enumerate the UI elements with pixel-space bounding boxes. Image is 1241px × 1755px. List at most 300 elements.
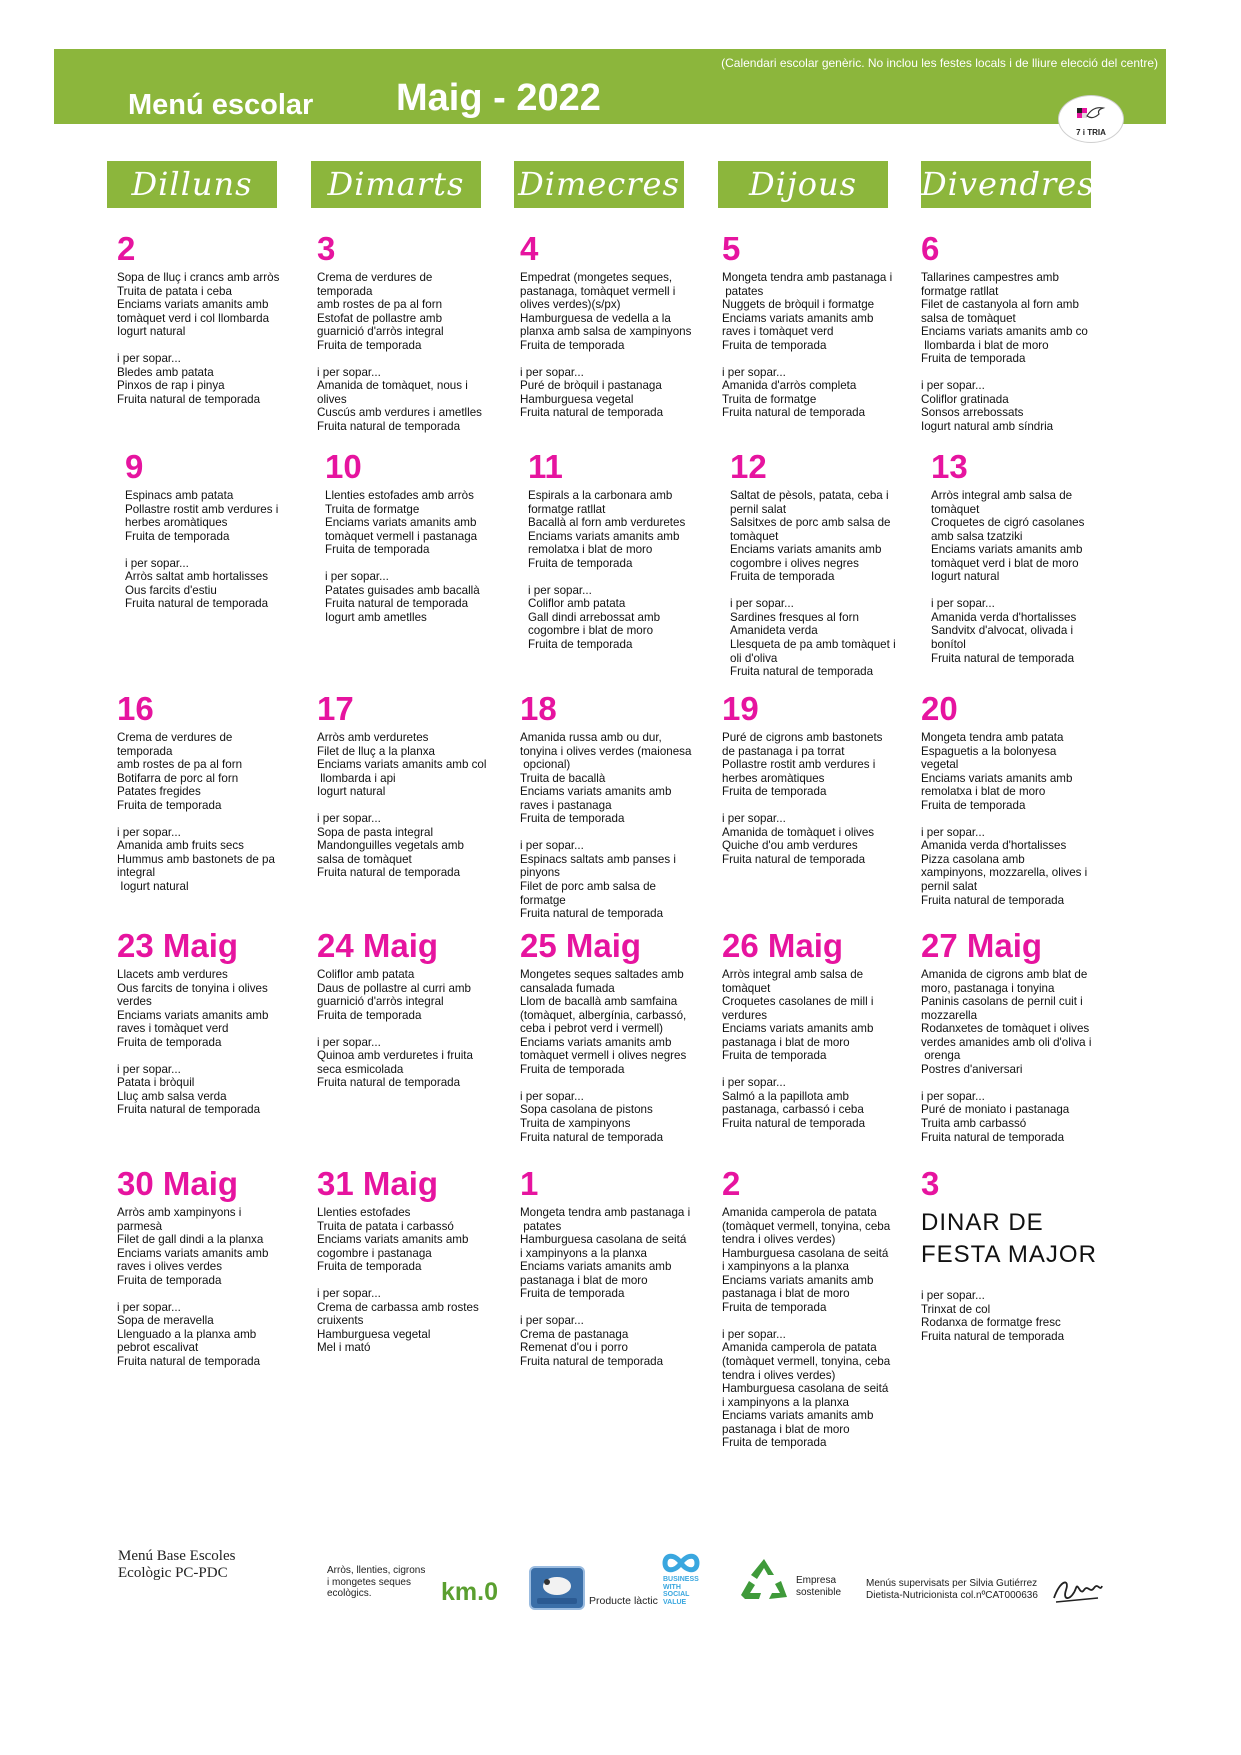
day-cell: [125, 448, 319, 611]
day-cell: [722, 927, 916, 1131]
menu-item: integral: [117, 866, 156, 880]
menu-item: Fruita de temporada: [325, 543, 430, 557]
menu-spacer: [520, 352, 714, 366]
day-cell: [528, 448, 722, 652]
menu-item: Nuggets de bròquil i formatge: [722, 298, 875, 312]
menu-item: temporada: [117, 744, 173, 758]
menu-item: verdes: [117, 995, 152, 1009]
menu-item: tendra i olives verdes): [722, 1233, 836, 1247]
menu-item: tendra i olives verdes): [722, 1368, 836, 1382]
bird-icon: [1075, 102, 1107, 126]
menu-item: olives: [317, 392, 347, 406]
menu-spacer: [722, 1314, 916, 1328]
menu-item: Fruita natural de temporada: [117, 1355, 261, 1369]
day-cell: [931, 448, 1125, 665]
menu-item: Estofat de pollastre amb: [317, 311, 443, 325]
day-cell: [921, 690, 1115, 907]
menu-item: (tomàquet, albergínia, carbassó,: [520, 1008, 687, 1022]
menu-item: mozzarella: [921, 1008, 978, 1022]
menu-spacer: [520, 826, 714, 840]
eco-line: ecològics.: [327, 1588, 372, 1599]
menu-item: Enciams variats amanits amb: [520, 1260, 672, 1274]
menu-item: Fruita natural de temporada: [722, 852, 866, 866]
menu-item: Enciams variats amanits amb: [520, 1035, 672, 1049]
menu-item: Bacallà al forn amb verduretes: [528, 516, 686, 530]
menu-item: Bledes amb patata: [117, 365, 214, 379]
menu-item: Enciams variats amanits amb co: [921, 325, 1088, 339]
eco-line: Arròs, llenties, cigrons: [327, 1565, 426, 1576]
menu-item: Fruita natural de temporada: [931, 651, 1075, 665]
day-number: 27 Maig: [921, 927, 1043, 964]
menu-item: patates: [520, 1219, 562, 1233]
menu-item: Filet de gall dindi a la planxa: [117, 1233, 264, 1247]
menu-item: Iogurt natural: [117, 325, 186, 339]
menu-item: Pollastre rostit amb verdures i: [125, 502, 279, 516]
menu-spacer: [117, 812, 311, 826]
menu-item: Fruita de temporada: [528, 638, 633, 652]
menu-item: Croquetes casolanes de mill i: [722, 995, 874, 1009]
menu-item: Fruita de temporada: [520, 1287, 625, 1301]
dinner-heading: i per sopar...: [317, 365, 381, 379]
menu-item: Quiche d'ou amb verdures: [722, 839, 858, 853]
dinner-heading: i per sopar...: [921, 825, 985, 839]
menu-spacer: [722, 799, 916, 813]
menu-item: Truita de patata i carbassó: [317, 1219, 454, 1233]
menu-item: llombarda i api: [317, 771, 396, 785]
menu-spacer: [921, 812, 1115, 826]
menu-spacer: [722, 352, 916, 366]
menu-item: Sandvitx d'alvocat, olivada i: [931, 624, 1074, 638]
business-line: BUSINESS: [663, 1576, 699, 1583]
menu-spacer: [317, 799, 511, 813]
menu-item: Fruita natural de temporada: [520, 406, 664, 420]
menu-item: raves i tomàquet verd: [117, 1022, 229, 1036]
day-number: 10: [325, 448, 362, 485]
menu-item: Amanida camperola de patata: [722, 1206, 877, 1219]
menu-item: Arròs integral amb salsa de: [722, 968, 864, 981]
menu-item: Paninis casolans de pernil cuit i: [921, 995, 1083, 1009]
menu-item: Croquetes de cigró casolanes: [931, 516, 1085, 530]
menu-item: herbes aromàtiques: [722, 771, 825, 785]
menu-item: Enciams variats amanits amb: [528, 529, 680, 543]
menu-item: Crema de carbassa amb rostes: [317, 1300, 479, 1314]
menu-item: Fruita de temporada: [722, 1300, 827, 1314]
menu-item: Salsitxes de porc amb salsa de: [730, 516, 891, 530]
day-cell: [317, 1165, 511, 1355]
special-event-line: DINAR DE: [921, 1209, 1044, 1236]
menu-item: Quinoa amb verduretes i fruita: [317, 1049, 473, 1063]
menu-item: Iogurt natural: [117, 880, 189, 894]
day-cell: [722, 230, 916, 420]
day-cell: [921, 1165, 1115, 1343]
menu-item: Enciams variats amanits amb: [730, 543, 882, 557]
day-cell: [117, 1165, 311, 1369]
day-number: 30 Maig: [117, 1165, 239, 1202]
menu-item: Mongeta tendra amb patata: [921, 731, 1064, 744]
company-line: sostenible: [796, 1586, 842, 1598]
menu-item: Enciams variats amanits amb: [520, 785, 672, 799]
day-number: 25 Maig: [520, 927, 642, 964]
menu-item: Truita de patata i ceba: [117, 284, 232, 298]
menu-item: Botifarra de porc al forn: [117, 771, 239, 785]
menu-item: (tomàquet vermell, tonyina, ceba: [722, 1219, 891, 1233]
menu-item: Fruita de temporada: [317, 1260, 422, 1274]
menu-item: raves i pastanaga: [520, 798, 612, 812]
menu-item: Mandonguilles vegetals amb: [317, 839, 464, 853]
menu-item: Pollastre rostit amb verdures i: [722, 758, 876, 772]
menu-item: Sonsos arrebossats: [921, 406, 1024, 420]
menu-item: Coliflor amb patata: [317, 968, 415, 981]
weekday-thursday: Dijous: [718, 161, 888, 208]
menu-item: verdures: [722, 1008, 768, 1022]
menu-item: Mongeta tendra amb pastanaga i: [520, 1206, 691, 1219]
menu-item: bonítol: [931, 638, 966, 652]
menu-item: Pinxos de rap i pinya: [117, 379, 225, 393]
day-number: 24 Maig: [317, 927, 439, 964]
business-line: VALUE: [663, 1598, 687, 1606]
menu-item: pernil salat: [921, 880, 978, 894]
menu-item: amb rostes de pa al forn: [317, 298, 443, 312]
dinner-heading: i per sopar...: [520, 839, 584, 853]
menu-item: i xampinyons a la planxa: [722, 1395, 849, 1409]
menu-item: Hamburguesa casolana de seitá: [722, 1382, 889, 1396]
calendar-note: (Calendari escolar genèric. No inclou les festes locals i de lliure elecció del centre): [721, 56, 1158, 70]
menu-item: Fruita de temporada: [125, 529, 230, 543]
menu-item: tonyina i olives verdes (maionesa: [520, 744, 692, 758]
menu-item: pebrot escalivat: [117, 1341, 199, 1355]
menu-item: Iogurt natural amb síndria: [921, 420, 1054, 434]
menu-item: Fruita de temporada: [528, 556, 633, 570]
menu-item: Fruita natural de temporada: [317, 1076, 461, 1090]
business-line: SOCIAL: [663, 1591, 690, 1598]
dinner-heading: i per sopar...: [317, 1287, 381, 1301]
menu-item: salsa de tomàquet: [317, 852, 412, 866]
dinner-heading: i per sopar...: [528, 583, 592, 597]
menu-item: Llesqueta de pa amb tomàquet i: [730, 638, 896, 652]
menu-item: Fruita de temporada: [730, 570, 835, 584]
day-cell: [921, 927, 1115, 1144]
menu-item: Fruita natural de temporada: [722, 406, 866, 420]
menu-item: Espaguetis a la bolonyesa: [921, 744, 1057, 758]
day-cell: [722, 690, 916, 866]
special-event-label: [921, 1207, 1115, 1271]
cow-icon: [531, 1568, 583, 1608]
day-cell: [117, 230, 311, 406]
menu-item: Truita de formatge: [722, 392, 817, 406]
menu-item: Puré de cigrons amb bastonets: [722, 731, 883, 744]
menu-item: i xampinyons a la planxa: [520, 1246, 647, 1260]
menu-item: Truita de formatge: [325, 502, 420, 516]
dinner-heading: i per sopar...: [722, 812, 786, 826]
menu-item: Fruita de temporada: [921, 352, 1026, 366]
menu-item: Arròs integral amb salsa de: [931, 489, 1073, 502]
menu-item: herbes aromàtiques: [125, 516, 228, 530]
menu-item: Llenties estofades: [317, 1206, 411, 1219]
menu-item: moro, pastanaga i tonyina: [921, 981, 1055, 995]
day-number: 11: [528, 448, 563, 485]
km0-logo: [441, 1578, 498, 1607]
day-cell: [520, 927, 714, 1144]
menu-item: Amanida verda d'hortalisses: [921, 839, 1067, 853]
menu-item: Llenties estofades amb arròs: [325, 489, 474, 502]
menu-spacer: [317, 1274, 511, 1288]
dairy-seal-icon: [529, 1566, 585, 1610]
menu-item: Ous farcits d'estiu: [125, 583, 217, 597]
menu-item: Fruita natural de temporada: [921, 893, 1065, 907]
month-title: Maig - 2022: [396, 77, 601, 119]
menu-item: Amanida de tomàquet i olives: [722, 825, 875, 839]
day-number: 18: [520, 690, 557, 727]
dinner-heading: i per sopar...: [117, 1062, 181, 1076]
menu-item: tomàquet vermell i olives negres: [520, 1049, 687, 1063]
menu-item: Fruita de temporada: [520, 812, 625, 826]
day-number: 23 Maig: [117, 927, 239, 964]
menu-item: Enciams variats amanits amb: [722, 1409, 874, 1423]
menu-item: Gall dindi arrebossat amb: [528, 610, 661, 624]
menu-item: Enciams variats amanits amb: [722, 1273, 874, 1287]
dinner-heading: i per sopar...: [117, 1300, 181, 1314]
menu-spacer: [520, 1076, 714, 1090]
menu-spacer: [325, 557, 519, 571]
supervised-line: Dietista-Nutricionista col.nºCAT000636: [866, 1589, 1038, 1601]
menu-item: Coliflor gratinada: [921, 392, 1009, 406]
dinner-heading: i per sopar...: [317, 1035, 381, 1049]
day-number: 31 Maig: [317, 1165, 439, 1202]
menu-item: Llom de bacallà amb samfaina: [520, 995, 678, 1009]
menu-item: cogombre i olives negres: [730, 556, 859, 570]
menu-item: Fruita natural de temporada: [117, 392, 261, 406]
menu-item: Filet de porc amb salsa de: [520, 880, 656, 894]
menu-item: guarnició d'arròs integral: [317, 995, 444, 1009]
menu-item: Rodanxetes de tomàquet i olives: [921, 1022, 1090, 1036]
business-line: WITH: [663, 1583, 681, 1591]
footer-eco-text: [327, 1565, 425, 1600]
menu-item: Arròs amb verduretes: [317, 731, 429, 744]
menu-item: Fruita de temporada: [317, 1008, 422, 1022]
menu-item: remolatxa i blat de moro: [528, 543, 653, 557]
menu-item: Enciams variats amanits amb: [117, 1008, 269, 1022]
day-cell: [520, 690, 714, 921]
menu-item: cogombre i blat de moro: [528, 624, 654, 638]
day-cell: [117, 690, 311, 894]
weekday-friday: Divendres: [921, 161, 1091, 208]
dinner-heading: i per sopar...: [125, 556, 189, 570]
menu-item: pinyons: [520, 866, 560, 880]
menu-item: Enciams variats amanits amb: [931, 543, 1083, 557]
dinner-heading: i per sopar...: [117, 352, 181, 366]
weekday-tuesday: Dimarts: [311, 161, 481, 208]
menu-item: Truita de bacallà: [520, 771, 606, 785]
menu-item: Arròs amb xampinyons i: [117, 1206, 242, 1219]
signature-icon: [1050, 1574, 1106, 1608]
menu-item: Tallarines campestres amb: [921, 271, 1059, 284]
menu-item: Crema de verdures de: [117, 731, 233, 744]
menu-spacer: [117, 1049, 311, 1063]
menu-item: Fruita de temporada: [317, 338, 422, 352]
menu-item: Hummus amb bastonets de pa: [117, 852, 275, 866]
tria-logo: [1058, 95, 1124, 143]
menu-item: Fruita de temporada: [921, 798, 1026, 812]
menu-item: olives verdes)(s/px): [520, 298, 621, 312]
menu-item: Hamburguesa casolana de seitá: [722, 1246, 889, 1260]
menu-item: Fruita de temporada: [520, 338, 625, 352]
menu-item: Postres d'aniversari: [921, 1062, 1023, 1076]
dinner-heading: i per sopar...: [921, 1089, 985, 1103]
day-number: 13: [931, 448, 968, 485]
dinner-heading: i per sopar...: [921, 379, 985, 393]
menu-item: Enciams variats amanits amb: [722, 1022, 874, 1036]
menu-item: i xampinyons a la planxa: [722, 1260, 849, 1274]
menu-item: Sopa de lluç i crancs amb arròs: [117, 271, 280, 284]
menu-item: oli d'oliva: [730, 651, 778, 665]
km0-label: km.0: [441, 1578, 498, 1606]
menu-item: Fruita natural de temporada: [125, 597, 269, 611]
menu-item: opcional): [520, 758, 571, 772]
menu-item: Amanida de cigrons amb blat de: [921, 968, 1088, 981]
menu-item: Salmó a la papillota amb: [722, 1089, 849, 1103]
menu-item: Truita amb carbassó: [921, 1117, 1027, 1131]
menu-item: Llacets amb verdures: [117, 968, 228, 981]
day-number: 5: [722, 230, 741, 267]
dinner-heading: i per sopar...: [730, 597, 794, 611]
footer-business-text: [663, 1576, 699, 1606]
day-number: 20: [921, 690, 958, 727]
header-banner: [54, 49, 1166, 124]
dinner-heading: i per sopar...: [931, 597, 995, 611]
menu-item: tomàquet: [931, 502, 980, 516]
day-number: 4: [520, 230, 539, 267]
menu-spacer: [520, 1301, 714, 1315]
menu-item: Coliflor amb patata: [528, 597, 626, 611]
menu-spacer: [317, 352, 511, 366]
menu-item: de pastanaga i pa torrat: [722, 744, 845, 758]
day-cell: [117, 927, 311, 1117]
eco-line: i mongetes seques: [327, 1576, 411, 1588]
menu-item: Enciams variats amanits amb: [117, 298, 269, 312]
menu-item: (tomàquet vermell, tonyina, ceba: [722, 1355, 891, 1369]
menu-item: Sopa de pasta integral: [317, 825, 434, 839]
menu-item: Fruita natural de temporada: [325, 597, 469, 611]
menu-item: Enciams variats amanits amb: [325, 516, 477, 530]
menu-item: Trinxat de col: [921, 1302, 991, 1316]
menu-item: Crema de verdures de: [317, 271, 433, 284]
day-cell: [317, 927, 511, 1090]
menu-item: Rodanxa de formatge fresc: [921, 1316, 1061, 1330]
day-number: 2: [117, 230, 136, 267]
menu-item: Enciams variats amanits amb: [317, 1233, 469, 1247]
menu-item: temporada: [317, 284, 373, 298]
menu-item: Fruita natural de temporada: [317, 866, 461, 880]
menu-spacer: [722, 1063, 916, 1077]
menu-item: raves i olives verdes: [117, 1260, 223, 1274]
menu-label: Menú escolar: [128, 89, 314, 121]
menu-item: Fruita natural de temporada: [520, 907, 664, 921]
day-cell: [325, 448, 519, 624]
menu-item: Crema de pastanaga: [520, 1327, 629, 1341]
menu-item: Empedrat (mongetes seques,: [520, 271, 673, 284]
menu-spacer: [117, 339, 311, 353]
dinner-heading: i per sopar...: [722, 1076, 786, 1090]
menu-item: Fruita natural de temporada: [520, 1130, 664, 1144]
day-number: 9: [125, 448, 144, 485]
menu-item: salsa de tomàquet: [921, 311, 1016, 325]
day-cell: [317, 230, 511, 434]
menu-spacer: [317, 1022, 511, 1036]
menu-spacer: [528, 570, 722, 584]
menu-item: Truita de xampinyons: [520, 1117, 631, 1131]
dinner-heading: i per sopar...: [520, 1314, 584, 1328]
menu-item: pastanaga, tomàquet vermell i: [520, 284, 676, 298]
menu-item: Amanideta verda: [730, 624, 818, 638]
menu-item: Sopa casolana de pistons: [520, 1103, 653, 1117]
menu-item: orenga: [921, 1049, 961, 1063]
menu-item: Puré de bròquil i pastanaga: [520, 379, 662, 393]
menu-item: Sardines fresques al forn: [730, 610, 859, 624]
menu-item: llombarda i blat de moro: [921, 338, 1049, 352]
menu-spacer: [117, 1287, 311, 1301]
menu-spacer: [125, 543, 319, 557]
menu-item: Amanida verda d'hortalisses: [931, 610, 1077, 624]
menu-item: Patata i bròquil: [117, 1076, 195, 1090]
menu-item: Filet de castanyola al forn amb: [921, 298, 1079, 312]
menu-item: Patates fregides: [117, 785, 201, 799]
menu-item: Fruita de temporada: [520, 1062, 625, 1076]
menu-item: remolatxa i blat de moro: [921, 785, 1046, 799]
dinner-heading: i per sopar...: [117, 825, 181, 839]
menu-item: xampinyons, mozzarella, olives i: [921, 866, 1088, 880]
menu-item: cansalada fumada: [520, 981, 615, 995]
menu-item: Llenguado a la planxa amb: [117, 1327, 257, 1341]
menu-item: tomàquet: [730, 529, 779, 543]
menu-item: Saltat de pèsols, patata, ceba i: [730, 489, 889, 502]
menu-item: Espirals a la carbonara amb: [528, 489, 673, 502]
menu-item: Patates guisades amb bacallà: [325, 583, 480, 597]
footer-base-line1: Menú Base Escoles: [118, 1548, 236, 1564]
menu-item: Pizza casolana amb: [921, 852, 1025, 866]
menu-item: pastanaga, carbassó i ceba: [722, 1103, 864, 1117]
logo-text: 7 i TRIA: [1076, 128, 1106, 137]
menu-item: Fruita natural de temporada: [117, 1103, 261, 1117]
menu-item: Fruita natural de temporada: [730, 665, 874, 679]
menu-spacer: [730, 584, 924, 598]
menu-item: Hamburguesa vegetal: [520, 392, 634, 406]
menu-item: Mongetes seques saltades amb: [520, 968, 684, 981]
menu-item: Fruita de temporada: [117, 798, 222, 812]
menu-item: Enciams variats amanits amb: [117, 1246, 269, 1260]
menu-item: Daus de pollastre al curri amb: [317, 981, 472, 995]
menu-item: Hamburguesa de vedella a la: [520, 311, 671, 325]
menu-item: Amanida camperola de patata: [722, 1341, 877, 1355]
dinner-heading: i per sopar...: [520, 365, 584, 379]
menu-item: Iogurt natural: [317, 785, 386, 799]
menu-item: Fruita natural de temporada: [520, 1355, 664, 1369]
day-number: 19: [722, 690, 759, 727]
day-number: 16: [117, 690, 154, 727]
menu-item: tomàquet verd i col llombarda: [117, 311, 270, 325]
footer-base-menu: [118, 1548, 235, 1582]
menu-item: pernil salat: [730, 502, 787, 516]
menu-item: parmesà: [117, 1219, 163, 1233]
menu-item: ceba i pebrot verd i vermell): [520, 1022, 664, 1036]
menu-item: pastanaga i blat de moro: [722, 1035, 850, 1049]
menu-spacer: [921, 1076, 1115, 1090]
menu-spacer: [931, 584, 1125, 598]
dinner-heading: i per sopar...: [520, 1089, 584, 1103]
menu-item: Amanida d'arròs completa: [722, 379, 857, 393]
menu-item: pastanaga i blat de moro: [722, 1422, 850, 1436]
footer-supervised-text: [866, 1578, 1038, 1601]
menu-item: verdes amanides amb oli d'oliva i: [921, 1035, 1092, 1049]
